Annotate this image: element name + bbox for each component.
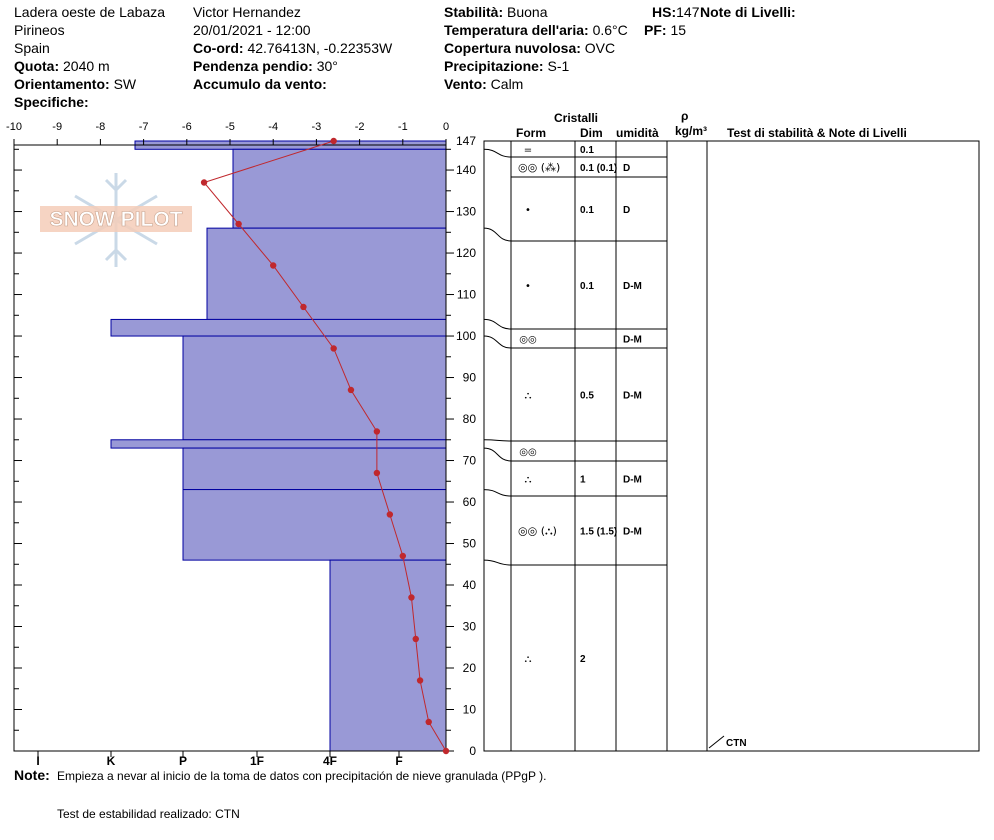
grain-size: 0.1 [580, 145, 594, 156]
hardness-label: I [36, 754, 40, 768]
hardness-layers [111, 141, 446, 751]
layer-connector [484, 448, 511, 461]
layer-connector [484, 336, 511, 348]
layer-bar-3 [111, 319, 446, 336]
temp-tick-label: -8 [95, 121, 106, 133]
temperature-point [201, 179, 207, 185]
grain-form: = [523, 145, 533, 156]
temperature-point [330, 345, 336, 351]
region: Pirineos [14, 22, 65, 38]
height-tick-label: 20 [462, 661, 476, 676]
temperature-point [426, 719, 432, 725]
grain-size: 1 [580, 474, 586, 486]
notes-text: Empieza a nevar al inicio de la toma de datos con precipitación de nieve granulada (PPgP ). [57, 769, 547, 783]
layer-bar-4 [183, 336, 446, 440]
temp-tick-label: -3 [311, 121, 322, 133]
grain-form: ◎◎ [519, 334, 537, 346]
hardness-label: 4F [322, 754, 338, 768]
temp-tick-label: -5 [225, 121, 235, 133]
layer-bar-2 [207, 228, 446, 319]
height-tick-label: 0 [469, 744, 476, 758]
grain-form: • [525, 281, 531, 292]
temperature-point [235, 221, 241, 227]
density-unit-header: kg/m³ [675, 124, 708, 138]
temperature-point [330, 138, 336, 144]
height-tick-label: 130 [455, 204, 476, 219]
temp-tick-label: 0 [442, 121, 450, 133]
height-tick-label: 140 [455, 163, 476, 178]
temperature-point [408, 594, 414, 600]
coords-label: Co-ord: [193, 40, 244, 56]
temperature-point [348, 387, 354, 393]
height-tick-label: 60 [462, 495, 476, 510]
grain-size: 0.5 [580, 390, 594, 402]
ctn-label: CTN [726, 738, 747, 749]
layer-connector [484, 560, 511, 565]
aspect-value: SW [113, 76, 137, 92]
rho-header: ρ [681, 109, 689, 123]
snowpilot-watermark [40, 173, 192, 267]
moisture-value: D-M [623, 474, 642, 486]
moisture-header: umidità [616, 126, 659, 140]
tests-header: Test di stabilità & Note di Livelli [727, 126, 907, 140]
grain-form: ◎◎ [519, 447, 537, 458]
sky-label: Copertura nuvolosa: [444, 40, 581, 56]
temperature-point [387, 511, 393, 517]
grain-form: ⛬ [524, 474, 532, 486]
sky-value: OVC [584, 40, 616, 56]
stability-label: Stabilità: [444, 4, 504, 20]
height-tick-label: 147 [455, 134, 476, 148]
hs-value: 147 [676, 4, 700, 20]
form-header: Form [516, 126, 546, 140]
observer: Victor Hernandez [193, 4, 301, 20]
grain-form: ⛬ [524, 654, 532, 665]
precip-label: Precipitazione: [444, 58, 544, 74]
height-tick-label: 70 [462, 453, 476, 468]
slope-label: Pendenza pendio: [193, 58, 313, 74]
slope-value: 30° [316, 58, 338, 74]
air-temp-label: Temperatura dell'aria: [444, 22, 589, 38]
wind-value: Calm [490, 76, 524, 92]
air-temp-value: 0.6°C [592, 22, 628, 38]
test-text: Test de estabilidad realizado: CTN [57, 807, 240, 821]
temp-tick-label: -10 [6, 121, 22, 133]
temp-tick-label: -4 [268, 121, 279, 133]
layer-bar-7 [183, 490, 446, 561]
layer-table [484, 141, 979, 751]
size-header: Dim [580, 126, 603, 140]
hardness-label: P [178, 754, 188, 768]
coords-value: 42.76413N, -0.22353W [247, 40, 393, 56]
grain-size: 0.1 [580, 205, 594, 216]
grain-size: 1.5 (1.5) [580, 526, 618, 538]
temperature-point [374, 470, 380, 476]
ctn-pointer [709, 736, 724, 748]
hs-label: HS: [652, 4, 677, 20]
table-frame [484, 141, 979, 751]
notes-label: Note: [14, 767, 50, 783]
pf-value: 15 [670, 22, 687, 38]
temperature-point [417, 677, 423, 683]
layer-connector [484, 228, 511, 241]
grain-form: ◎◎ (⁂) [518, 161, 561, 174]
layer-notes-label: Note di Livelli: [700, 4, 796, 20]
grain-form: • [525, 205, 531, 216]
country: Spain [14, 40, 50, 56]
hardness-label: 1F [249, 754, 265, 768]
height-tick-label: 100 [455, 329, 476, 344]
height-tick-label: 120 [455, 246, 476, 261]
wind-label: Vento: [444, 76, 487, 92]
layer-connector [484, 440, 511, 441]
height-tick-label: 90 [462, 370, 476, 385]
height-tick-label: 30 [462, 619, 476, 634]
layer-connector [484, 490, 511, 496]
layer-bar-1 [233, 149, 446, 228]
temperature-point [374, 428, 380, 434]
moisture-value: D-M [623, 334, 642, 346]
grain-form: ⛬ [524, 390, 532, 402]
watermark-text: SNOW PILOT [49, 208, 183, 231]
moisture-value: D [623, 205, 631, 216]
layer-bar-5 [111, 440, 446, 448]
height-tick-label: 110 [456, 287, 476, 302]
grain-form: ◎◎ (⛬) [518, 524, 557, 538]
temperature-point [400, 553, 406, 559]
specifics-label: Specifiche: [14, 94, 89, 110]
moisture-value: D [623, 163, 631, 174]
stability-value: Buona [507, 4, 548, 20]
temperature-point [413, 636, 419, 642]
moisture-value: D-M [623, 281, 642, 292]
temp-tick-label: -2 [354, 121, 365, 133]
moisture-value: D-M [623, 390, 642, 402]
temperature-point [443, 748, 449, 754]
layer-bar-6 [183, 448, 446, 489]
elevation-label: Quota: [14, 58, 60, 74]
datetime: 20/01/2021 - 12:00 [193, 22, 311, 38]
temperature-point [300, 304, 306, 310]
site-name: Ladera oeste de Labaza [14, 4, 166, 20]
layer-connector [484, 149, 511, 157]
precip-value: S-1 [547, 58, 570, 74]
height-tick-label: 40 [462, 578, 476, 593]
temp-tick-label: -6 [181, 121, 192, 133]
height-tick-label: 10 [462, 702, 476, 717]
moisture-value: D-M [623, 526, 642, 538]
hardness-label: K [106, 754, 116, 768]
aspect-label: Orientamento: [14, 76, 110, 92]
grain-size: 0.1 [580, 281, 594, 292]
temperature-point [270, 262, 276, 268]
temp-tick-label: -1 [397, 121, 408, 133]
layer-connector [484, 319, 511, 329]
crystals-header: Cristalli [554, 111, 599, 125]
height-tick-label: 50 [462, 536, 476, 551]
grain-size: 2 [580, 654, 586, 665]
elevation-value: 2040 m [63, 58, 110, 74]
hardness-label: F [395, 754, 403, 768]
wind-loading-label: Accumulo da vento: [193, 76, 327, 92]
grain-size: 0.1 (0.1) [580, 163, 618, 174]
pf-label: PF: [644, 22, 667, 38]
temp-tick-label: -9 [52, 121, 63, 133]
temp-tick-label: -7 [138, 121, 149, 133]
height-tick-label: 80 [462, 412, 476, 427]
